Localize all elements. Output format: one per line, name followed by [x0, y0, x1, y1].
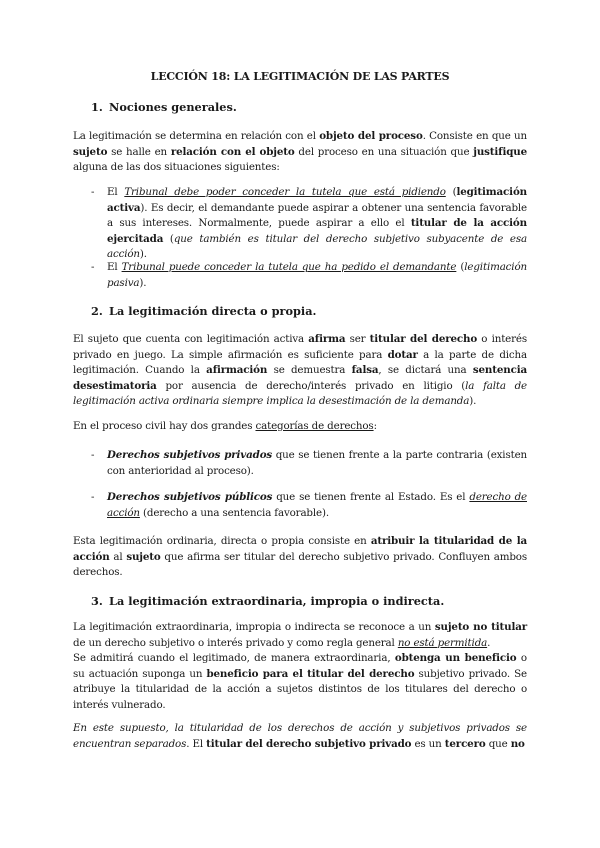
text: ). Es decir, el demandante puede aspirar a obtener una sentencia favorable a sus intereses. Normalmente, puede aspirar a ello el — [107, 201, 527, 229]
text: que — [485, 737, 511, 750]
italic-text: la falta de legitimación activa ordinaria siempre implica la desestimación de la demanda — [73, 379, 527, 407]
text: al — [109, 550, 127, 563]
section-heading-3 — [91, 594, 444, 608]
paragraph-legitimacion-ordinaria — [73, 534, 527, 581]
paragraph-extraordinaria — [73, 620, 527, 651]
text: del proceso en una situación que — [294, 145, 474, 158]
text: a la parte de dicha legitimación. Cuando la — [73, 348, 527, 376]
bold-text: titular de la acción ejercitada — [107, 217, 527, 245]
list-item-legitimacion-activa — [91, 185, 527, 263]
section-heading-text: La legitimación extraordinaria, impropia o indirecta. — [109, 594, 445, 608]
bold-text: sentencia desestimatoria — [73, 364, 527, 392]
text: La legitimación extraordinaria, impropia o indirecta se reconoce a un — [73, 621, 435, 633]
bold-text: atribuir la titularidad de la acción — [73, 535, 527, 563]
bold-text: sujeto no titular — [434, 621, 528, 633]
text: La legitimación se determina en relación con el — [73, 130, 320, 142]
bold-italic-text: Derechos subjetivos públicos — [107, 491, 273, 503]
section-number: 1. — [91, 100, 103, 114]
text: . Consiste en que un — [422, 130, 527, 142]
page-title: LECCIÓN 18: LA LEGITIMACIÓN DE LAS PARTES — [150, 70, 450, 83]
text: alguna de las dos situaciones siguientes: — [73, 161, 280, 173]
text: , se dictará una — [378, 364, 473, 376]
text: ( — [163, 232, 174, 245]
text: El sujeto que cuenta con legitimación activa — [73, 333, 309, 345]
text: ). — [139, 248, 147, 260]
paragraph-categorias — [73, 419, 527, 435]
section-number: 2. — [91, 304, 103, 318]
paragraph-afirmacion — [73, 332, 527, 410]
list-dash: - — [91, 186, 95, 198]
italic-text: que también es titular del derecho subjetivo subyacente de esa acción — [107, 232, 527, 260]
text: ( — [445, 186, 457, 198]
underlined-text: categorías de derechos — [255, 420, 374, 432]
italic-text: En este supuesto, la titularidad de los derechos de acción y subjetivos privados se encuentran separados — [73, 722, 527, 750]
bold-text: justifique — [473, 145, 528, 158]
text: ). — [139, 276, 147, 289]
list-dash: - — [91, 261, 95, 273]
text: El — [107, 186, 125, 198]
bold-text: no — [510, 737, 525, 750]
text: ( — [456, 261, 465, 273]
text: El — [107, 261, 122, 273]
list-item-legitimacion-pasiva — [91, 260, 527, 291]
text: . — [487, 636, 491, 649]
text: por ausencia de derecho/interés privado en litigio ( — [156, 379, 466, 392]
bold-text: relación con el objeto — [170, 145, 295, 158]
bold-text: tercero — [444, 737, 486, 750]
text: es un — [411, 737, 445, 750]
text: que se tienen frente al Estado. Es el — [272, 491, 470, 503]
bold-text: sujeto — [73, 145, 108, 158]
text: (derecho a una sentencia favorable). — [139, 506, 329, 519]
text: En el proceso civil hay dos grandes — [73, 420, 256, 432]
list-dash: - — [91, 491, 95, 503]
text: que afirma ser titular del derecho subjetivo privado. Confluyen ambos derechos. — [73, 550, 527, 578]
section-heading-text: Nociones generales. — [109, 100, 237, 114]
paragraph-supuesto — [73, 721, 527, 752]
text: . El — [186, 737, 207, 750]
section-heading-text: La legitimación directa o propia. — [109, 304, 317, 318]
bold-text: obtenga un beneficio — [394, 652, 517, 664]
underlined-italic-text: Tribunal puede conceder la tutela que ha pedido el demandante — [121, 261, 457, 273]
bold-text: titular del derecho subjetivo privado — [206, 737, 412, 750]
bold-text: falsa — [351, 364, 379, 376]
italic-text: legitimación pasiva — [107, 261, 527, 289]
bold-text: objeto del proceso — [319, 130, 423, 142]
bold-text: afirma — [308, 333, 346, 345]
section-heading-2 — [91, 304, 316, 318]
text: de un derecho subjetivo o interés privado y como regla general — [73, 636, 398, 649]
list-dash: - — [91, 449, 95, 461]
text: : — [373, 420, 377, 432]
text: ). — [469, 395, 477, 407]
bold-text: legitimación activa — [107, 186, 527, 214]
bold-italic-text: Derechos subjetivos privados — [107, 449, 273, 461]
bold-text: afirmación — [206, 364, 268, 376]
list-item-derechos-privados — [91, 448, 527, 479]
text: ser — [345, 333, 370, 345]
list-item-derechos-publicos — [91, 490, 527, 521]
paragraph-legitimacion-definicion — [73, 129, 527, 176]
section-heading-1 — [91, 100, 237, 114]
text: Se admitirá cuando el legitimado, de manera extraordinaria, — [73, 652, 395, 664]
text: que se tienen frente a la parte contraria (existen con anterioridad al proceso). — [107, 449, 528, 477]
underlined-italic-text: no está permitida — [397, 636, 488, 649]
text: se demuestra — [267, 364, 352, 376]
section-number: 3. — [91, 594, 103, 608]
text: se halle en — [107, 145, 171, 158]
text: Esta legitimación ordinaria, directa o propia consiste en — [73, 535, 371, 547]
underlined-italic-text: Tribunal debe poder conceder la tutela que está pidiendo — [124, 186, 446, 198]
text: subjetivo privado. Se atribuye la titularidad de la acción a sujetos distintos de los titulares del derecho o interés vulnerado. — [73, 667, 527, 711]
bold-text: beneficio para el titular del derecho — [206, 667, 415, 680]
text: o interés privado en juego. La simple afirmación es suficiente para — [73, 333, 527, 361]
paragraph-admision — [73, 651, 527, 713]
bold-text: titular del derecho — [369, 333, 478, 345]
text: o su actuación suponga un — [73, 652, 527, 680]
bold-text: dotar — [387, 348, 418, 361]
bold-text: sujeto — [126, 550, 161, 563]
underlined-italic-text: derecho de acción — [107, 491, 527, 519]
